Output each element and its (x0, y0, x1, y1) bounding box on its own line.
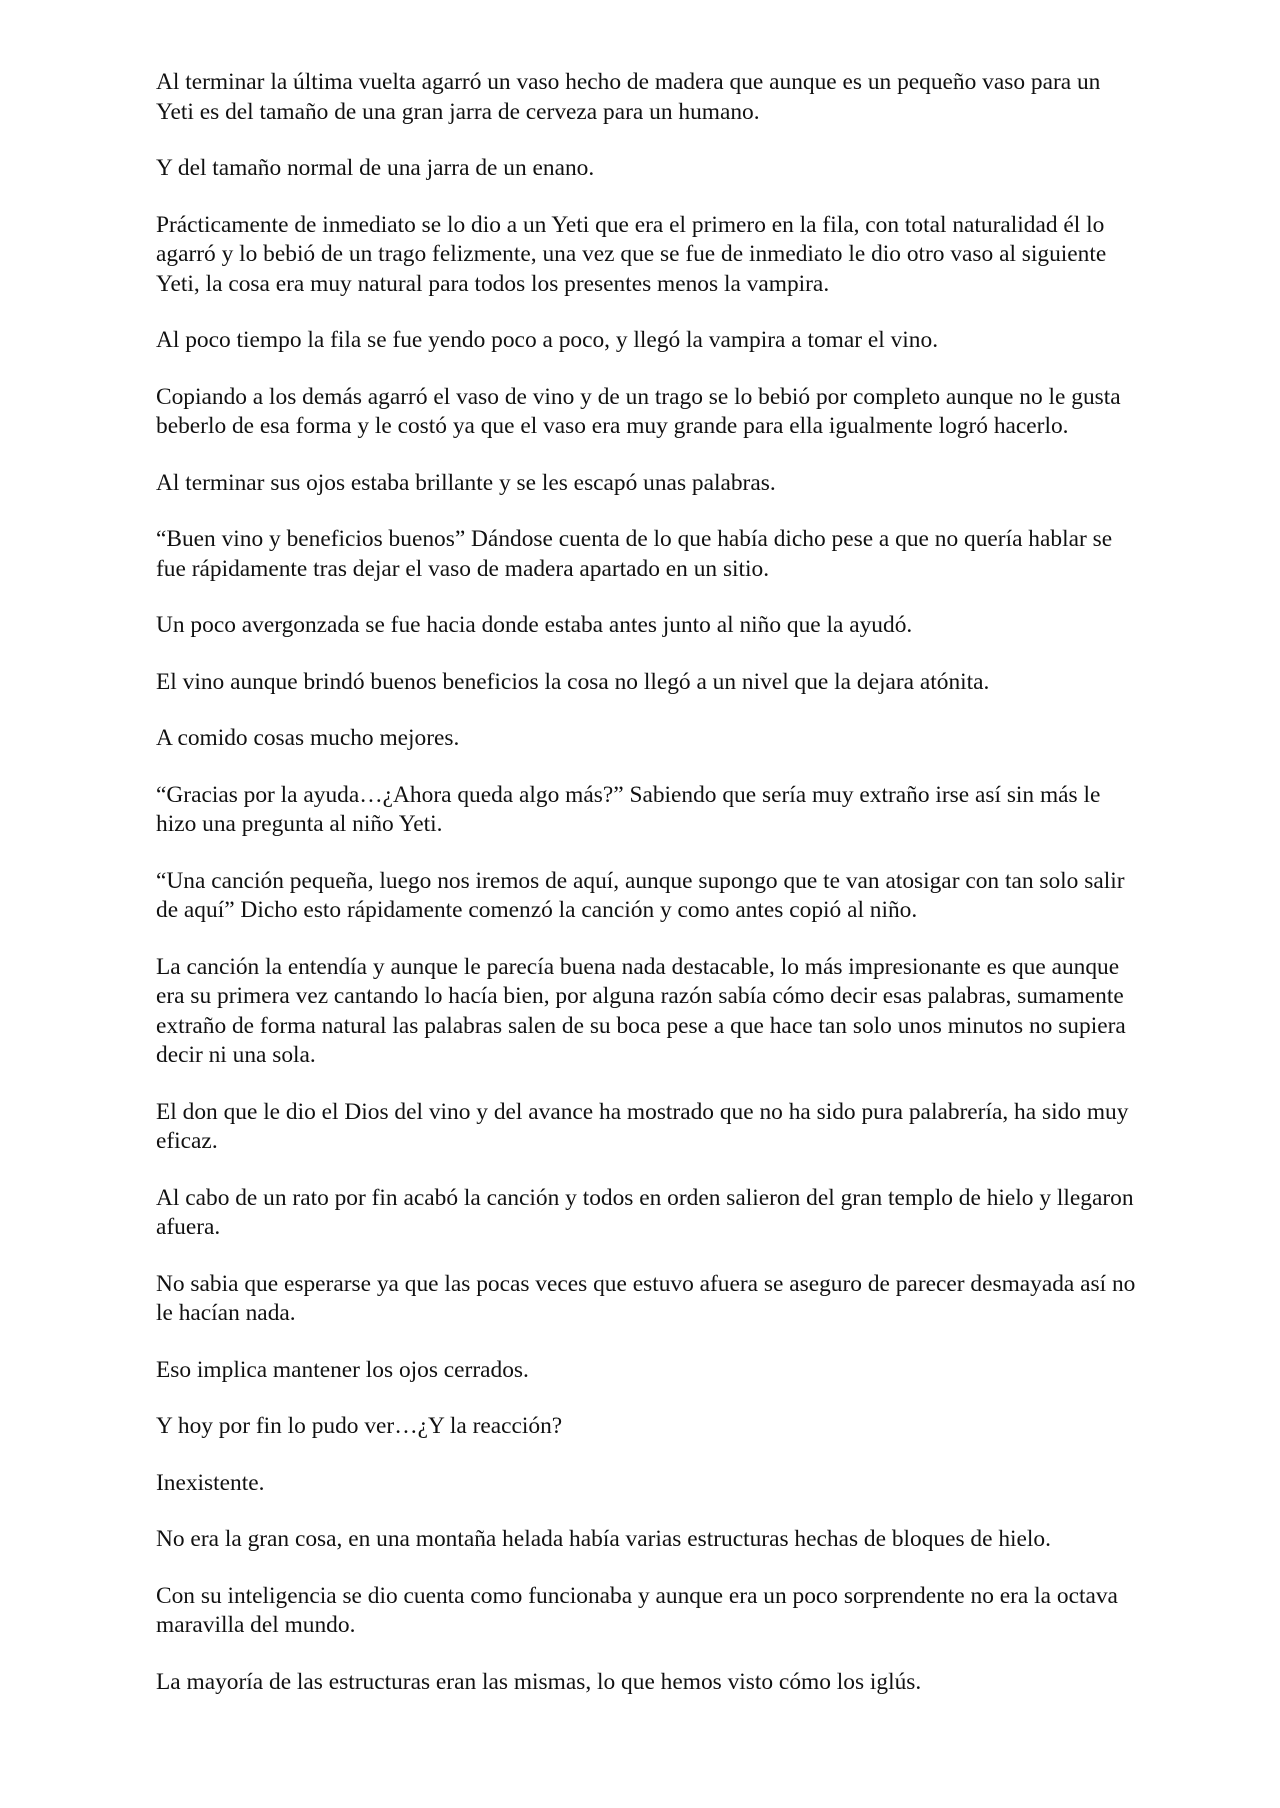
paragraph: La mayoría de las estructuras eran las mismas, lo que hemos visto cómo los iglús. (156, 1668, 922, 1695)
document-page (156, 68, 1136, 1724)
paragraph: “Una canción pequeña, luego nos iremos de aquí, aunque supongo que te van atosigar con tan solo salir de aquí” Dicho esto rápidamente comenzó la canción y como antes copió al niño. (156, 867, 1125, 923)
paragraph: Prácticamente de inmediato se lo dio a un Yeti que era el primero en la fila, con total naturalidad él lo agarró y lo bebió de un trago felizmente, una vez que se fue de inmediato le dio otro vaso al siguiente Yeti, la cosa era muy natural para todos los presentes menos la vampira. (156, 211, 1107, 297)
paragraph: No era la gran cosa, en una montaña helada había varias estructuras hechas de bloques de hielo. (156, 1526, 1051, 1552)
paragraph: Un poco avergonzada se fue hacia donde estaba antes junto al niño que la ayudó. (156, 612, 913, 638)
paragraph: A comido cosas mucho mejores. (156, 725, 460, 751)
paragraph: Al terminar sus ojos estaba brillante y se les escapó unas palabras. (156, 469, 776, 496)
paragraph: El don que le dio el Dios del vino y del avance ha mostrado que no ha sido pura palabrería, ha sido muy eficaz. (156, 1098, 1129, 1154)
paragraph: Al poco tiempo la fila se fue yendo poco a poco, y llegó la vampira a tomar el vino. (156, 327, 939, 353)
paragraph: Y del tamaño normal de una jarra de un enano. (156, 155, 595, 181)
paragraph: Inexistente. (156, 1469, 265, 1496)
paragraph: “Buen vino y beneficios buenos” Dándose cuenta de lo que había dicho pese a que no quería hablar se fue rápidamente tras dejar el vaso de madera apartado en un sitio. (156, 526, 1113, 582)
paragraph: Con su inteligencia se dio cuenta como funcionaba y aunque era un poco sorprendente no era la octava maravilla del mundo. (156, 1582, 1118, 1638)
paragraph: Eso implica mantener los ojos cerrados. (156, 1356, 529, 1383)
paragraph: Al terminar la última vuelta agarró un vaso hecho de madera que aunque es un pequeño vaso para un Yeti es del tamaño de una gran jarra de cerveza para un humano. (156, 69, 1101, 125)
paragraph: La canción la entendía y aunque le parecía buena nada destacable, lo más impresionante es que aunque era su primera vez cantando lo hacía bien, por alguna razón sabía cómo decir esas palabras, sumamente extraño de forma natural las palabras salen de su boca pese a que hace tan solo unos minutos no supiera decir ni una sola. (156, 953, 1126, 1068)
paragraph: Al cabo de un rato por fin acabó la canción y todos en orden salieron del gran templo de hielo y llegaron afuera. (156, 1184, 1134, 1240)
paragraph: El vino aunque brindó buenos beneficios la cosa no llegó a un nivel que la dejara atónita. (156, 668, 990, 695)
paragraph: Y hoy por fin lo pudo ver…¿Y la reacción? (156, 1413, 563, 1439)
paragraph: “Gracias por la ayuda…¿Ahora queda algo más?” Sabiendo que sería muy extraño irse así sin más le hizo una pregunta al niño Yeti. (156, 781, 1101, 837)
paragraph: Copiando a los demás agarró el vaso de vino y de un trago se lo bebió por completo aunque no le gusta beberlo de esa forma y le costó ya que el vaso era muy grande para ella igualmente logró hacerlo. (156, 383, 1121, 439)
paragraph: No sabia que esperarse ya que las pocas veces que estuvo afuera se aseguro de parecer desmayada así no le hacían nada. (156, 1270, 1136, 1326)
